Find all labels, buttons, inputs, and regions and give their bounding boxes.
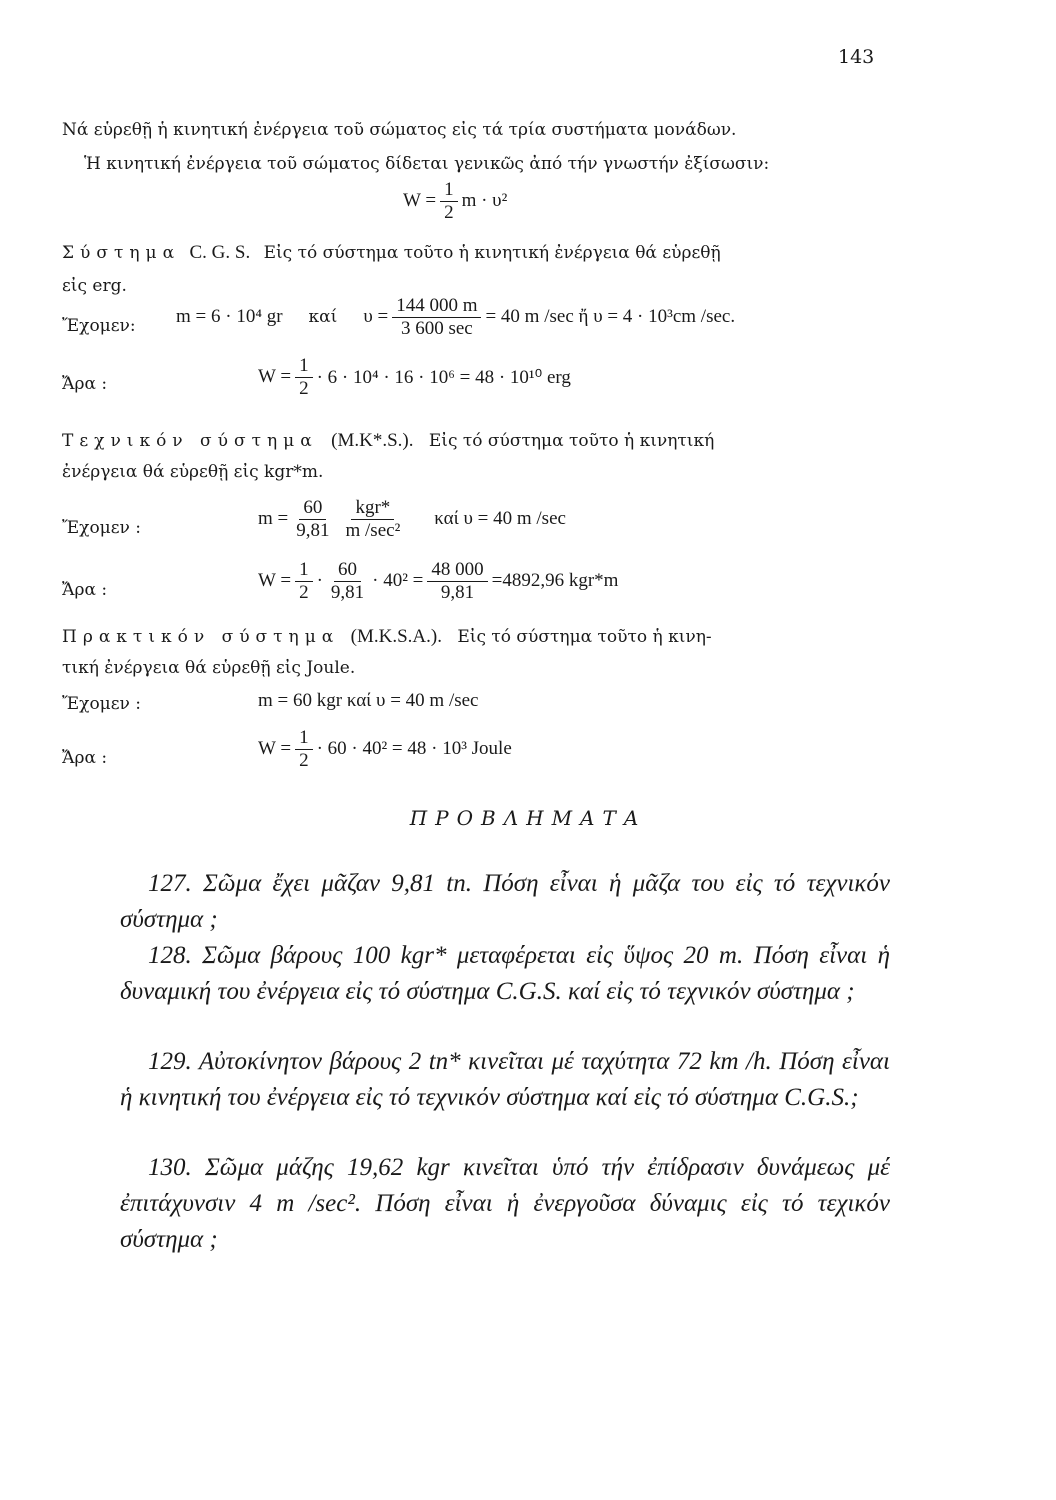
technical-w-dot: · [316,570,323,592]
fraction-denominator: 9,81 [440,581,475,603]
problem-129 [120,1044,890,1116]
technical-system-name: (M.K*.S.). [331,430,414,451]
technical-m-fraction-2 [342,498,405,541]
formula-rhs: m · υ² [461,190,508,212]
problem-number: 130. [148,1154,192,1181]
problem-text: Αὐτοκίνητον βάρους 2 tn* κινεῖται μέ ταχύτητα 72 km /h. Πόση εἶναι ἡ κινητική του ἐνέργεια εἰς τό τεχνικόν σύστημα καί εἰς τό σύστημα C.G.S.; [120,1048,890,1111]
technical-w-fraction-1 [295,560,313,603]
kinetic-energy-formula [403,180,507,223]
fraction-denominator: 2 [444,201,454,223]
cgs-v-result: = 40 m /sec ἤ υ = 4 · 10³cm /sec. [485,306,736,328]
technical-w-lhs: W = [258,570,292,592]
problem-number: 129. [148,1048,192,1075]
fraction-numerator: 144 000 m [392,296,481,318]
fraction-denominator: 2 [299,581,309,603]
technical-w-mid: · 40² = [372,570,424,592]
problem-text: Σῶμα μάζης 19,62 kgr κινεῖται ὑπό τήν ἐπίδρασιν δυνάμεως μέ ἐπιτάχυνσιν 4 m /sec². Πόση εἶναι ἡ ἐνεργοῦσα δύναμις εἰς τό τεχικόν σύστημα ; [120,1154,890,1253]
practical-section-heading [62,626,712,648]
fraction-numerator: kgr* [351,498,394,520]
cgs-energy-equation [258,356,571,399]
technical-text: Εἰς τό σύστημα τοῦτο ἡ κινητική [428,431,715,451]
practical-text: Εἰς τό σύστημα τοῦτο ἡ κινη- [457,627,712,647]
practical-w-rhs: · 60 · 40² = 48 · 10³ Joule [316,738,512,760]
problem-text: Σῶμα βάρους 100 kgr* μεταφέρεται εἰς ὕψος 20 m. Πόση εἶναι ἡ δυναμική του ἐνέργεια εἰς τό σύστημα C.G.S. καί εἰς τό τεχνικόν σύστημα ; [120,942,890,1005]
technical-given-label: Ἔχομεν : [62,518,141,538]
fraction-numerator: 1 [295,356,313,378]
cgs-ara-label: Ἄρα : [62,374,108,394]
practical-w-lhs: W = [258,738,292,760]
practical-given-equation [258,690,479,712]
cgs-title: Σύστημα [62,243,181,263]
cgs-text-2: εἰς erg. [62,276,127,296]
problem-128 [120,938,890,1010]
practical-text-2: τική ἐνέργεια θά εὑρεθῇ εἰς Joule. [62,658,356,678]
practical-given: m = 60 kgr καί υ = 40 m /sec [258,690,479,711]
practical-title: Πρακτικόν σύστημα [62,627,340,647]
problem-130 [120,1150,890,1258]
fraction-numerator: 60 [299,498,326,520]
fraction-numerator: 60 [334,560,361,582]
practical-system-name: (M.K.S.A.). [350,626,442,647]
cgs-w-lhs: W = [258,366,292,388]
cgs-given-label: Ἔχομεν: [62,316,136,336]
technical-ara-label: Ἄρα : [62,580,108,600]
cgs-w-rhs: · 6 · 10⁴ · 16 · 10⁶ = 48 · 10¹⁰ erg [316,366,571,388]
cgs-section-heading [62,242,721,264]
practical-energy-equation [258,728,512,771]
problem-number: 127. [148,870,192,897]
intro-line-1: Νά εὑρεθῇ ἡ κινητική ἐνέργεια τοῦ σώματος εἰς τά τρία συστήματα μονάδων. [62,120,737,140]
technical-text-2: ἐνέργεια θά εὑρεθῇ εἰς kgr*m. [62,462,324,482]
fraction-numerator: 1 [295,728,313,750]
problem-number: 128. [148,942,192,969]
cgs-given-equation [176,296,735,339]
formula-lhs: W = [403,190,437,212]
intro-line-2: Ἡ κινητική ἐνέργεια τοῦ σώματος δίδεται γενικῶς ἀπό τήν γνωστήν ἐξίσωσιν: [84,154,770,174]
cgs-text: Εἰς τό σύστημα τοῦτο ἡ κινητική ἐνέργεια θά εὑρεθῇ [263,243,721,263]
cgs-system-name: C. G. S. [189,242,251,263]
technical-w-fraction-3 [427,560,487,603]
cgs-velocity-fraction [392,296,481,339]
technical-energy-equation [258,560,618,603]
technical-section-heading [62,430,714,452]
practical-ara-label: Ἄρα : [62,748,108,768]
technical-given-equation [258,498,566,541]
fraction-denominator: 9,81 [296,519,330,541]
problem-text: Σῶμα ἔχει μᾶζαν 9,81 tn. Πόση εἶναι ἡ μᾶζα του εἰς τό τεχνικόν σύστημα ; [120,870,891,933]
fraction-denominator: 9,81 [330,581,365,603]
fraction-denominator: 3 600 sec [400,317,473,339]
cgs-mass: m = 6 · 10⁴ gr [176,306,283,328]
fraction-denominator: 2 [299,749,309,771]
formula-fraction [440,180,458,223]
technical-title: Τεχνικόν σύστημα [62,431,318,451]
technical-w-fraction-2 [327,560,368,603]
cgs-kai: καί [308,307,338,328]
practical-w-fraction [295,728,313,771]
practical-given-label: Ἔχομεν : [62,694,141,714]
fraction-denominator: m /sec² [345,519,401,541]
cgs-v-lhs: υ = [363,306,389,328]
page-number: 143 [838,46,875,68]
technical-m-lhs: m = [258,508,289,530]
technical-m-fraction-1 [292,498,333,541]
technical-w-result: =4892,96 kgr*m [491,570,619,592]
fraction-numerator: 1 [440,180,458,202]
problems-heading: ΠΡΟΒΛΗΜΑΤΑ [409,806,647,830]
fraction-numerator: 48 000 [427,560,487,582]
problem-127 [120,866,890,938]
fraction-denominator: 2 [299,377,309,399]
technical-velocity: καί υ = 40 m /sec [434,508,566,530]
fraction-numerator: 1 [295,560,313,582]
cgs-w-fraction [295,356,313,399]
